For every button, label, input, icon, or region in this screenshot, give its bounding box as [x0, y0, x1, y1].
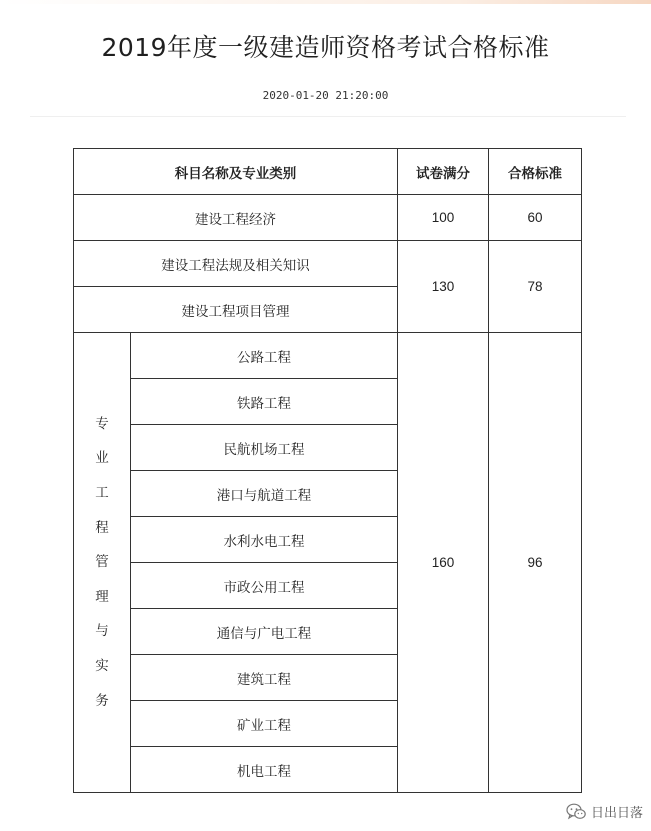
- pass-standard-table: [73, 148, 582, 793]
- full-score-cell: 100: [398, 195, 489, 241]
- publish-datetime: 2020-01-20 21:20:00: [262, 89, 389, 102]
- top-accent-bar: [0, 0, 651, 4]
- divider: [30, 116, 626, 117]
- table-header-row: [74, 149, 582, 195]
- full-score-cell: 130: [398, 241, 489, 333]
- full-score-cell: 160: [398, 333, 489, 793]
- pass-score-cell: 96: [489, 333, 582, 793]
- specialty-cell: 机电工程: [131, 747, 398, 793]
- header-pass-score: 合格标准: [489, 149, 582, 195]
- watermark: [566, 802, 643, 821]
- specialty-cell: 民航机场工程: [131, 425, 398, 471]
- specialty-cell: 港口与航道工程: [131, 471, 398, 517]
- pass-score-cell: 60: [489, 195, 582, 241]
- page-title: 2019年度一级建造师资格考试合格标准: [101, 33, 550, 62]
- subject-cell: 建设工程项目管理: [74, 287, 398, 333]
- pass-score-cell: 78: [489, 241, 582, 333]
- wechat-icon: [566, 803, 586, 821]
- subject-cell: 建设工程经济: [74, 195, 398, 241]
- subject-cell: 建设工程法规及相关知识: [74, 241, 398, 287]
- specialty-cell: 通信与广电工程: [131, 609, 398, 655]
- specialty-cell: 铁路工程: [131, 379, 398, 425]
- table-row: [74, 241, 582, 287]
- practice-category-cell: [74, 333, 131, 793]
- header-subject: 科目名称及专业类别: [74, 149, 398, 195]
- specialty-cell: 建筑工程: [131, 655, 398, 701]
- specialty-cell: 市政公用工程: [131, 563, 398, 609]
- practice-category-label: 专业工程管理与实务: [95, 415, 109, 709]
- header-full-score: 试卷满分: [398, 149, 489, 195]
- specialty-cell: 矿业工程: [131, 701, 398, 747]
- table-row: [74, 195, 582, 241]
- specialty-cell: 公路工程: [131, 333, 398, 379]
- watermark-text: 日出日落: [590, 806, 643, 821]
- specialty-cell: 水利水电工程: [131, 517, 398, 563]
- table-row: [74, 333, 582, 379]
